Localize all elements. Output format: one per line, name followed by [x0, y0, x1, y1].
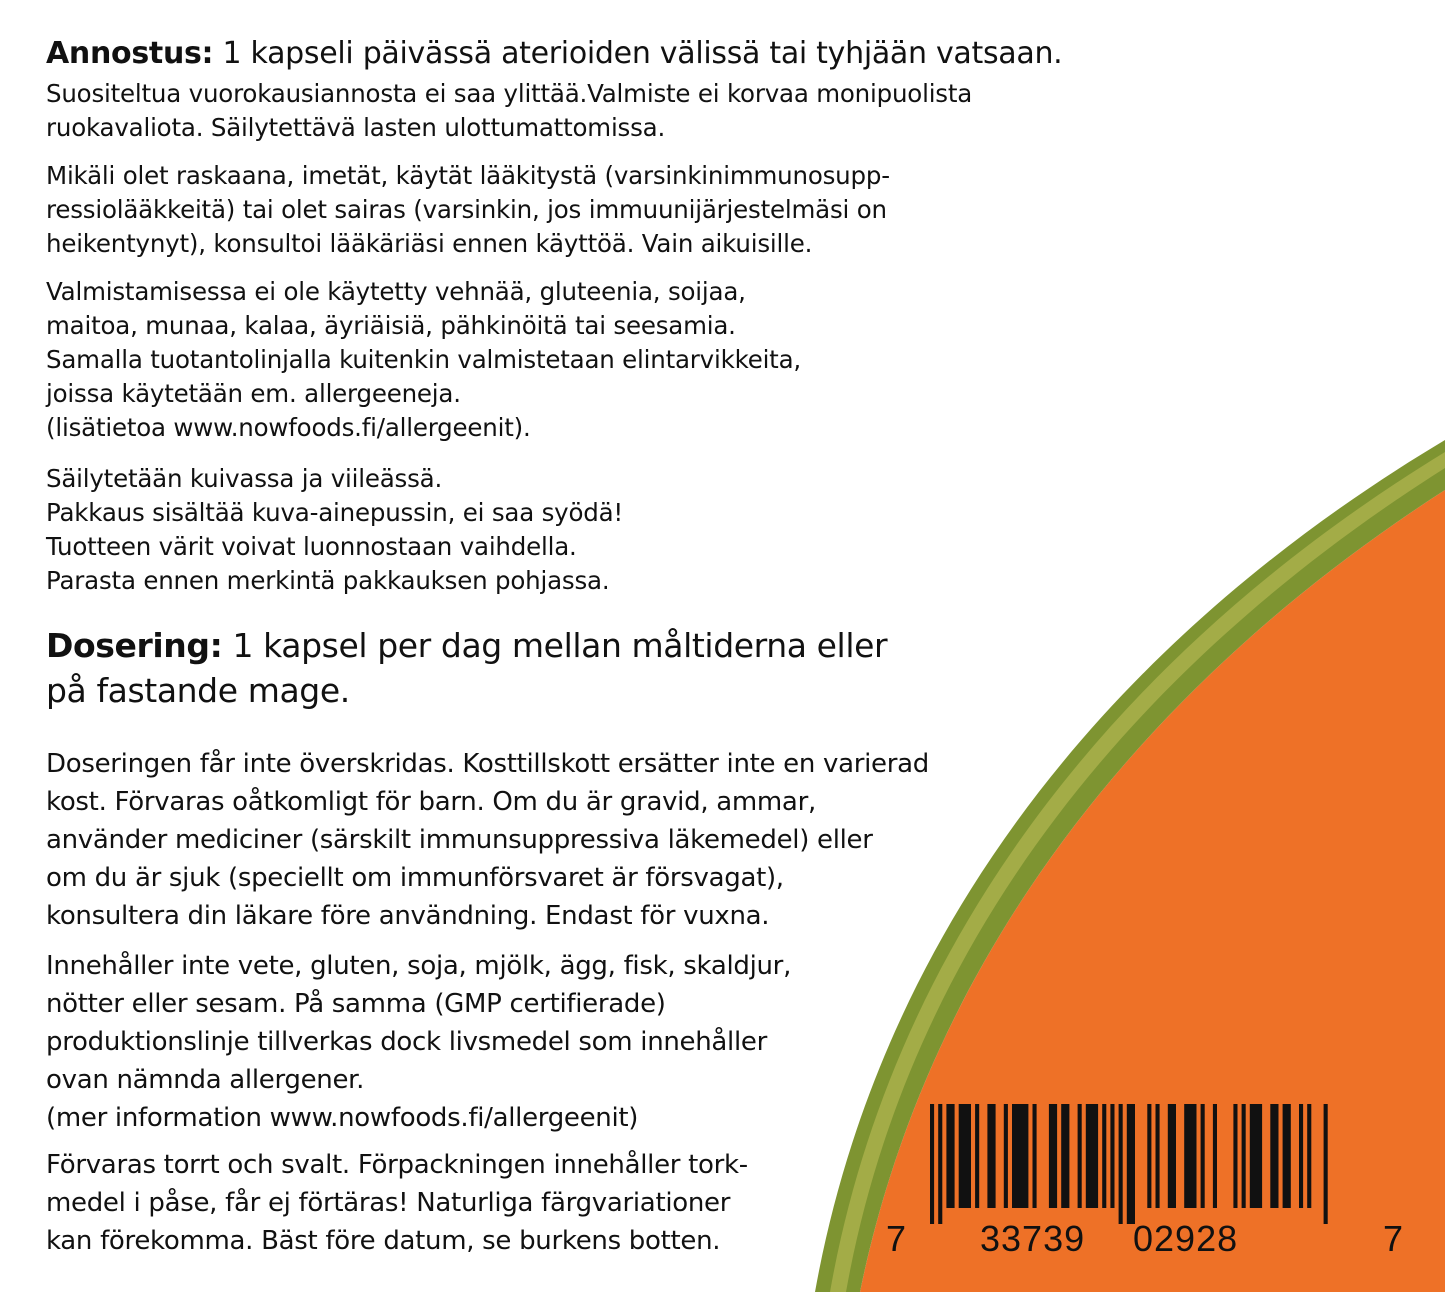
- barcode-bar: [959, 1104, 971, 1208]
- barcode-bar: [1324, 1104, 1328, 1224]
- text-line: ruokavaliota. Säilytettävä lasten ulottumattomissa.: [46, 113, 666, 142]
- barcode-bar: [1242, 1104, 1246, 1208]
- barcode-digits-left: 33739: [980, 1218, 1086, 1259]
- barcode-bar: [1270, 1104, 1278, 1208]
- sv-dosage-text-2: på fastande mage.: [46, 671, 350, 710]
- text-line: använder mediciner (särskilt immunsuppressiva läkemedel) eller: [46, 825, 873, 855]
- fi-dosage-text: 1 kapseli päivässä aterioiden välissä tai tyhjään vatsaan.: [213, 36, 1063, 71]
- barcode-bar: [1127, 1104, 1135, 1224]
- text-line: medel i påse, får ej förtäras! Naturliga färgvariationer: [46, 1188, 731, 1218]
- text-line: joissa käytetään em. allergeeneja.: [46, 379, 461, 408]
- barcode-bar: [1012, 1104, 1028, 1208]
- barcode-bar: [1283, 1104, 1291, 1208]
- fi-dosage-heading: [46, 36, 1062, 72]
- barcode-bar: [1201, 1104, 1205, 1208]
- fi-paragraph-1: [46, 77, 972, 145]
- sv-paragraph-2: [46, 947, 791, 1137]
- sv-dosage-label: Dosering:: [46, 626, 223, 665]
- sv-paragraph-3: [46, 1146, 748, 1260]
- text-line: Suositeltua vuorokausiannosta ei saa ylittää.Valmiste ei korvaa monipuolista: [46, 79, 973, 108]
- text-line: Mikäli olet raskaana, imetät, käytät lääkitystä (varsinkinimmunosupp-: [46, 161, 890, 190]
- text-line: Samalla tuotantolinjalla kuitenkin valmistetaan elintarvikkeita,: [46, 345, 801, 374]
- barcode-trail-digit: 7: [1383, 1218, 1405, 1259]
- text-line: kost. Förvaras oåtkomligt för barn. Om du är gravid, ammar,: [46, 787, 816, 817]
- barcode-bar: [1102, 1104, 1106, 1208]
- text-line: Innehåller inte vete, gluten, soja, mjölk, ägg, fisk, skaldjur,: [46, 951, 792, 981]
- text-line: konsultera din läkare före användning. Endast för vuxna.: [46, 901, 770, 931]
- barcode-bar: [1299, 1104, 1303, 1208]
- text-line: (mer information www.nowfoods.fi/allergeenit): [46, 1103, 639, 1133]
- barcode-bar: [1119, 1104, 1123, 1224]
- barcode: [928, 1104, 1328, 1224]
- fi-paragraph-2: [46, 159, 890, 261]
- barcode-bar: [1233, 1104, 1237, 1208]
- barcode-bar: [1147, 1104, 1151, 1208]
- fi-dosage-label: Annostus:: [46, 36, 214, 71]
- barcode-bar: [975, 1104, 979, 1208]
- text-line: nötter eller sesam. På samma (GMP certifierade): [46, 989, 666, 1019]
- text-line: om du är sjuk (speciellt om immunförsvaret är försvagat),: [46, 863, 784, 893]
- text-line: Valmistamisessa ei ole käytetty vehnää, gluteenia, soijaa,: [46, 277, 746, 306]
- barcode-bar: [1033, 1104, 1037, 1208]
- sv-dosage-heading: [46, 623, 887, 713]
- text-line: ressiolääkkeitä) tai olet sairas (varsinkin, jos immuunijärjestelmäsi on: [46, 195, 887, 224]
- fi-paragraph-3: [46, 275, 801, 445]
- barcode-bar: [1250, 1104, 1262, 1208]
- text-line: Parasta ennen merkintä pakkauksen pohjassa.: [46, 566, 610, 595]
- barcode-bar: [1307, 1104, 1311, 1208]
- barcode-bar: [938, 1104, 942, 1224]
- barcode-bar: [1061, 1104, 1069, 1208]
- barcode-bar: [1004, 1104, 1008, 1208]
- text-line: produktionslinje tillverkas dock livsmedel som innehåller: [46, 1027, 767, 1057]
- barcode-digits-right: 02928: [1133, 1218, 1239, 1259]
- barcode-bar: [1156, 1104, 1160, 1208]
- text-line: ovan nämnda allergener.: [46, 1065, 365, 1095]
- barcode-bar: [930, 1104, 934, 1224]
- sv-dosage-text: 1 kapsel per dag mellan måltiderna eller: [222, 626, 888, 665]
- text-line: Pakkaus sisältää kuva-ainepussin, ei saa syödä!: [46, 498, 624, 527]
- text-line: Säilytetään kuivassa ja viileässä.: [46, 464, 443, 493]
- barcode-lead-digit: 7: [886, 1218, 908, 1259]
- text-line: heikentynyt), konsultoi lääkäriäsi ennen käyttöä. Vain aikuisille.: [46, 229, 813, 258]
- sv-paragraph-1: [46, 745, 929, 935]
- text-line: kan förekomma. Bäst före datum, se burkens botten.: [46, 1226, 721, 1256]
- barcode-bar: [1049, 1104, 1057, 1208]
- barcode-bar: [1213, 1104, 1217, 1208]
- barcode-bar: [1078, 1104, 1082, 1208]
- fi-paragraph-4: [46, 462, 623, 598]
- text-line: Förvaras torrt och svalt. Förpackningen innehåller tork-: [46, 1150, 748, 1180]
- barcode-bar: [987, 1104, 995, 1208]
- text-line: Tuotteen värit voivat luonnostaan vaihdella.: [46, 532, 577, 561]
- barcode-bar: [1184, 1104, 1196, 1208]
- text-line: Doseringen får inte överskridas. Kosttillskott ersätter inte en varierad: [46, 749, 929, 779]
- text-line: (lisätietoa www.nowfoods.fi/allergeenit).: [46, 413, 531, 442]
- barcode-bar: [1168, 1104, 1176, 1208]
- barcode-bar: [946, 1104, 954, 1208]
- barcode-bar: [1110, 1104, 1114, 1208]
- barcode-bar: [1086, 1104, 1098, 1208]
- text-line: maitoa, munaa, kalaa, äyriäisiä, pähkinöitä tai seesamia.: [46, 311, 736, 340]
